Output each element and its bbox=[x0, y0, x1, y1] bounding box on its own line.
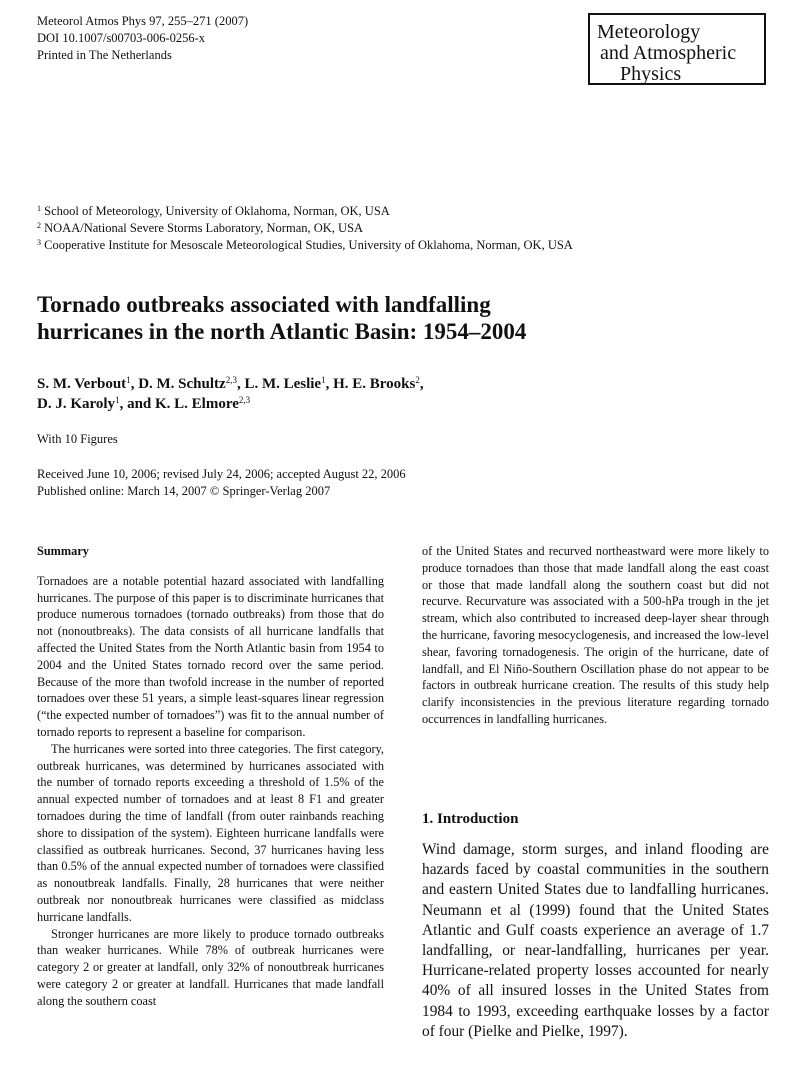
publication-dates bbox=[37, 466, 406, 500]
author: H. E. Brooks bbox=[333, 376, 416, 392]
publication-header bbox=[37, 13, 248, 64]
summary-paragraph-3: Stronger hurricanes are more likely to produce tornado outbreaks than weaker hurricanes. While 78% of outbreak hurricanes were category 2 or greater at landfall, only 32% of nonoutbreak hurricanes were category 2 or greater at landfall. Hurricanes that made landfall along the southern coast bbox=[37, 926, 384, 1008]
right-column bbox=[422, 543, 769, 728]
left-column bbox=[37, 543, 384, 1010]
published-date: Published online: March 14, 2007 © Springer-Verlag 2007 bbox=[37, 484, 331, 498]
summary-paragraph-2: The hurricanes were sorted into three categories. The first category, outbreak hurricanes, was determined by hurricanes associated with the number of tornado reports exceeding a threshold of 1.5% of the annual expected number of tornadoes and at least 8 F1 and greater tornadoes during the time of landfall (from outer rainbands reaching shore to dissipation of the system). Eighteen hurricane landfalls were classified as outbreak hurricanes. Second, 37 hurricanes having less than 0.5% of the annual expected number of tornadoes were classified as nonoutbreak landfalls. Finally, 28 hurricanes that were neither outbreak nor nonoutbreak hurricanes were classified as midclass hurricane landfalls. bbox=[37, 741, 384, 924]
introduction-heading: 1. Introduction bbox=[422, 811, 519, 827]
introduction-text bbox=[422, 840, 769, 1042]
author: S. M. Verbout bbox=[37, 376, 127, 392]
received-dates: Received June 10, 2006; revised July 24, 2006; accepted August 22, 2006 bbox=[37, 467, 406, 481]
journal-logo bbox=[588, 13, 766, 85]
affiliation-3: $^3$ Cooperative Institute for Mesoscale Meteorological Studies, University of Oklahoma, Norman, OK, USA bbox=[37, 238, 573, 252]
figures-note: With 10 Figures bbox=[37, 432, 118, 446]
affiliation-1: $^1$ School of Meteorology, University of Oklahoma, Norman, OK, USA bbox=[37, 204, 390, 218]
printed-location: Printed in The Netherlands bbox=[37, 48, 172, 62]
affiliations bbox=[37, 203, 573, 254]
introduction-paragraph-1: Wind damage, storm surges, and inland flooding are hazards faced by coastal communities in the southern and eastern United States due to landfalling hurricanes. Neumann et al (1999) found that the United States Atlantic and Gulf coasts experience an average of 1.7 landfalling, or near-landfalling, hurricanes per year. Hurricane-related property losses accounted for nearly 40% of all insured losses in the United States from 1984 to 1993, exceeding earthquake losses by a factor of four (Pielke and Pielke, 1997). bbox=[422, 841, 769, 1040]
paper-title: Tornado outbreaks associated with landfalling hurricanes in the north Atlantic Basin: 1954–2004 bbox=[37, 292, 527, 344]
journal-logo-line3: Physics bbox=[620, 63, 682, 85]
journal-logo-line1: Meteorology bbox=[597, 21, 701, 43]
doi: DOI 10.1007/s00703-006-0256-x bbox=[37, 31, 206, 45]
affiliation-2: $^2$ NOAA/National Severe Storms Laboratory, Norman, OK, USA bbox=[37, 221, 364, 235]
journal-logo-line2: and Atmospheric bbox=[600, 42, 737, 64]
author: K. L. Elmore bbox=[155, 396, 239, 412]
author: D. J. Karoly bbox=[37, 396, 116, 412]
citation: Meteorol Atmos Phys 97, 255–271 (2007) bbox=[37, 14, 249, 28]
summary-paragraph-3-continued: of the United States and recurved northeastward were more likely to produce tornadoes than those that made landfall along the east coast or those that made landfall along the southern coast but did not recurve. Recurvature was associated with a 500-hPa trough in the jet stream, which also contributed to increased deep-layer shear through the hurricane, favoring mesocyclogenesis, and increased the low-level shear, favoring tornadogenesis. The origin of the hurricane, date of landfall, and El Niño-Southern Oscillation phase do not appear to be factors in outbreak hurricane creation. The results of this study help clarify inconsistencies in the previous literature regarding tornado occurrences in landfalling hurricanes. bbox=[422, 544, 769, 726]
summary-paragraph-1: Tornadoes are a notable potential hazard associated with landfalling hurricanes. The purpose of this paper is to discriminate hurricanes that produce numerous tornadoes (tornado outbreaks) from those that do not (nonoutbreaks). The data consists of all hurricane landfalls that affected the United States from the North Atlantic basin from 1954 to 2004 and the United States tornado record over the same period. Because of the more than twofold increase in the number of reported tornadoes over these 51 years, a simple least-squares linear regression (“the expected number of tornadoes”) was fit to the annual number of tornado reports to represent a baseline for comparison. bbox=[37, 573, 384, 739]
author: D. M. Schultz bbox=[138, 376, 226, 392]
author: L. M. Leslie bbox=[244, 376, 322, 392]
summary-heading: Summary bbox=[37, 544, 89, 558]
author-list: S. M. Verbout$^1$, D. M. Schultz$^{2,3}$, L. M. Leslie$^1$, H. E. Brooks$^2$, D. J. Karoly$^1$, and K. L. Elmore$^{2,3}$ bbox=[37, 375, 424, 412]
